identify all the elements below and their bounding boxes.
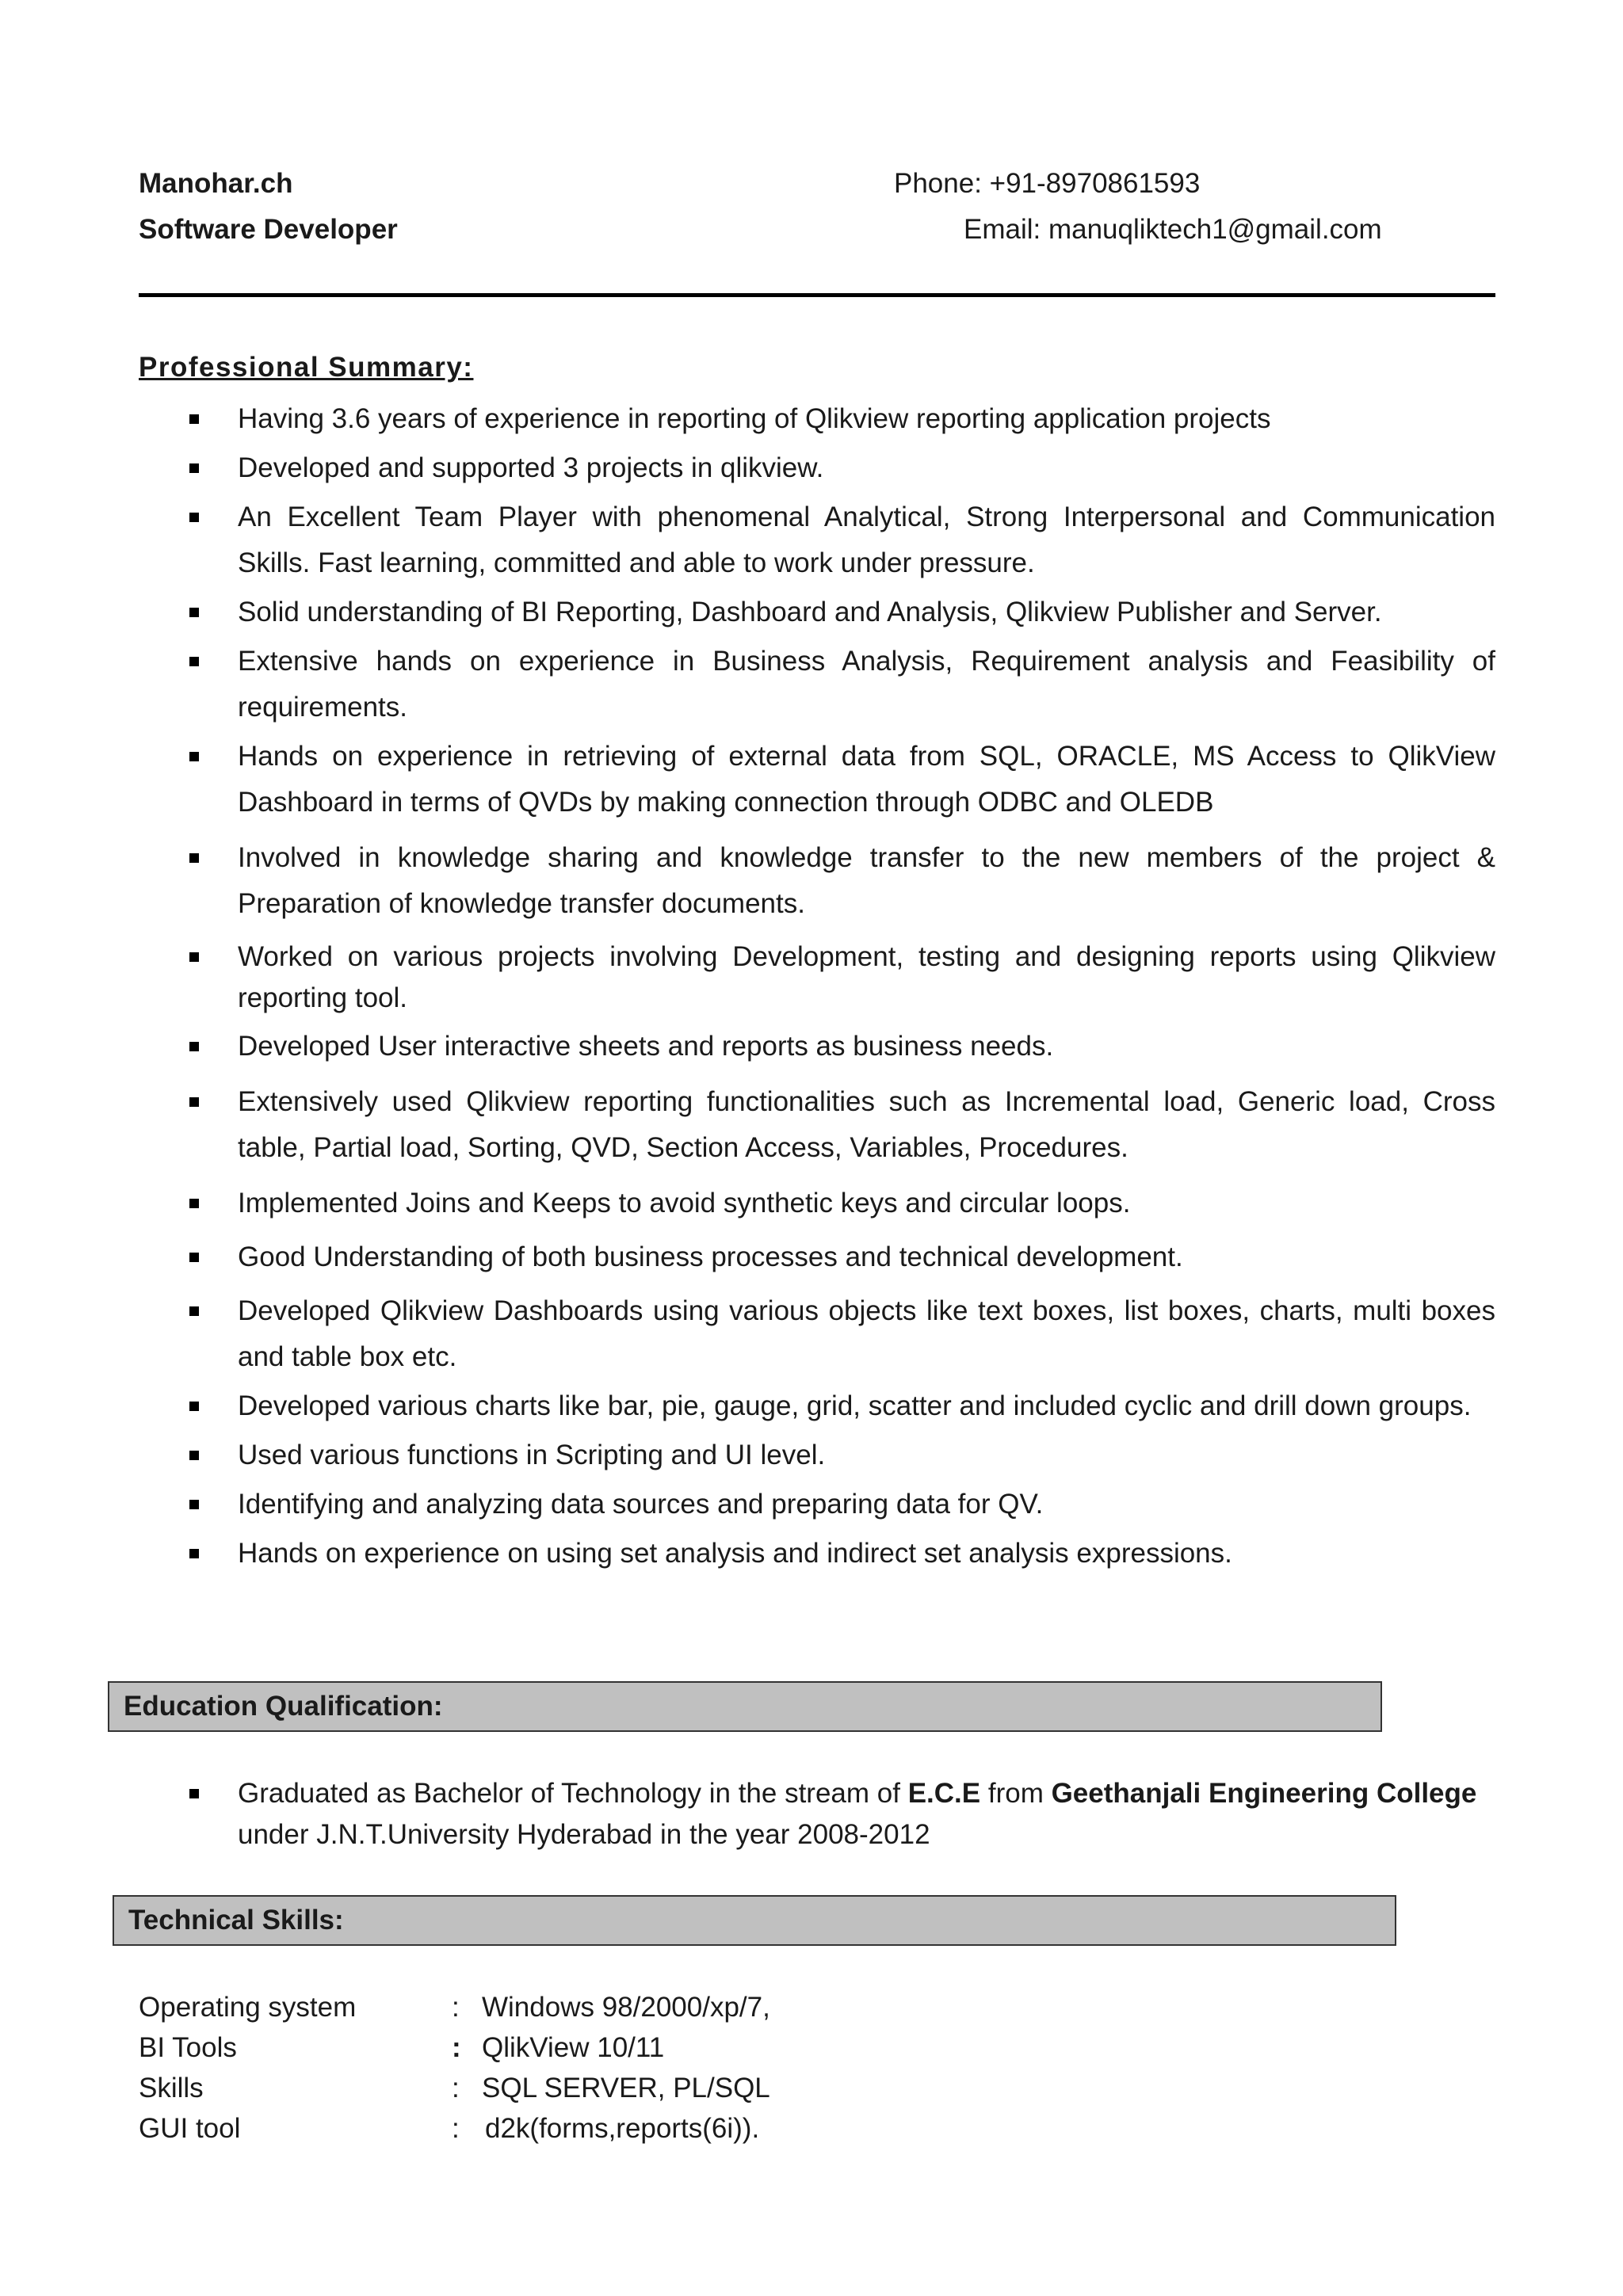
- bullet-icon: [189, 1042, 199, 1051]
- summary-item: Developed various charts like bar, pie, gauge, grid, scatter and included cyclic and drill down groups.: [139, 1383, 1495, 1429]
- education-college: Geethanjali Engineering College: [1051, 1778, 1477, 1809]
- summary-item: Implemented Joins and Keeps to avoid synthetic keys and circular loops.: [139, 1180, 1495, 1226]
- bullet-icon: [189, 608, 199, 617]
- skill-value: Windows 98/2000/xp/7,: [482, 1992, 770, 2023]
- summary-item: Good Understanding of both business processes and technical development.: [139, 1234, 1495, 1280]
- bullet-icon: [189, 1097, 199, 1107]
- skill-label: Skills: [139, 2073, 204, 2103]
- skill-row: [139, 2068, 931, 2108]
- bullet-icon: [189, 414, 199, 424]
- header-divider: [139, 293, 1495, 297]
- summary-item: Hands on experience in retrieving of external data from SQL, ORACLE, MS Access to QlikView Dashboard in terms of QVDs by making connection through ODBC and OLEDB: [139, 734, 1495, 826]
- bullet-icon: [189, 1253, 199, 1262]
- skill-row: [139, 1987, 931, 2027]
- summary-item: Worked on various projects involving Development, testing and designing reports using Qlikview reporting tool.: [139, 936, 1495, 1019]
- bullet-icon: [189, 1451, 199, 1460]
- summary-item: Developed User interactive sheets and reports as business needs.: [139, 1024, 1495, 1070]
- technical-skills-table: [139, 1987, 931, 2149]
- phone-number: Phone: +91-8970861593: [894, 168, 1201, 199]
- professional-summary-list: [139, 396, 1495, 1577]
- summary-item: Developed Qlikview Dashboards using various objects like text boxes, list boxes, charts, multi boxes and table box etc.: [139, 1288, 1495, 1380]
- skill-value: d2k(forms,reports(6i)).: [485, 2113, 760, 2144]
- summary-item: Having 3.6 years of experience in reporting of Qlikview reporting application projects: [139, 396, 1495, 442]
- bullet-icon: [189, 1402, 199, 1411]
- candidate-title: Software Developer: [139, 214, 398, 245]
- summary-item: Involved in knowledge sharing and knowledge transfer to the new members of the project & Preparation of knowledge transfer documents.: [139, 835, 1495, 927]
- skill-separator: :: [452, 2032, 461, 2063]
- skill-value: SQL SERVER, PL/SQL: [482, 2073, 770, 2103]
- summary-item: Extensive hands on experience in Business Analysis, Requirement analysis and Feasibility of requirements.: [139, 639, 1495, 730]
- skill-separator: :: [452, 2073, 460, 2103]
- bullet-icon: [189, 952, 199, 962]
- skill-label: Operating system: [139, 1992, 357, 2023]
- skill-value: QlikView 10/11: [482, 2032, 665, 2063]
- bullet-icon: [189, 1549, 199, 1558]
- skill-label: BI Tools: [139, 2032, 237, 2063]
- technical-skills-heading: Technical Skills:: [113, 1895, 1396, 1946]
- bullet-icon: [189, 1500, 199, 1509]
- summary-item: Extensively used Qlikview reporting functionalities such as Incremental load, Generic load, Cross table, Partial load, Sorting, QVD, Section Access, Variables, Procedures.: [139, 1079, 1495, 1171]
- skill-row: [139, 2027, 931, 2068]
- bullet-icon: [189, 1306, 199, 1316]
- summary-item: Used various functions in Scripting and UI level.: [139, 1432, 1495, 1478]
- education-item: Graduated as Bachelor of Technology in the stream of E.C.E from Geethanjali Engineering College under J.N.T.University Hyderabad in the year 2008-2012: [139, 1773, 1495, 1855]
- summary-item: Identifying and analyzing data sources and preparing data for QV.: [139, 1482, 1495, 1527]
- skill-label: GUI tool: [139, 2113, 241, 2144]
- summary-item: Hands on experience on using set analysis and indirect set analysis expressions.: [139, 1531, 1495, 1577]
- skill-separator: :: [452, 2113, 460, 2144]
- skill-separator: :: [452, 1992, 460, 2023]
- education-stream: E.C.E: [907, 1778, 981, 1809]
- bullet-icon: [189, 1199, 199, 1208]
- summary-item: Solid understanding of BI Reporting, Dashboard and Analysis, Qlikview Publisher and Server.: [139, 589, 1495, 635]
- education-list: [139, 1773, 1495, 1855]
- professional-summary-heading: Professional Summary:: [139, 352, 474, 383]
- bullet-icon: [189, 853, 199, 863]
- email-address: Email: manuqliktech1@gmail.com: [964, 214, 1382, 245]
- bullet-icon: [189, 463, 199, 473]
- bullet-icon: [189, 513, 199, 522]
- summary-item: An Excellent Team Player with phenomenal Analytical, Strong Interpersonal and Communication Skills. Fast learning, committed and able to work under pressure.: [139, 494, 1495, 586]
- candidate-name: Manohar.ch: [139, 168, 293, 199]
- bullet-icon: [189, 657, 199, 666]
- education-heading: Education Qualification:: [108, 1681, 1382, 1732]
- bullet-icon: [189, 752, 199, 761]
- bullet-icon: [189, 1789, 199, 1798]
- skill-row: [139, 2108, 931, 2149]
- summary-item: Developed and supported 3 projects in qlikview.: [139, 445, 1495, 491]
